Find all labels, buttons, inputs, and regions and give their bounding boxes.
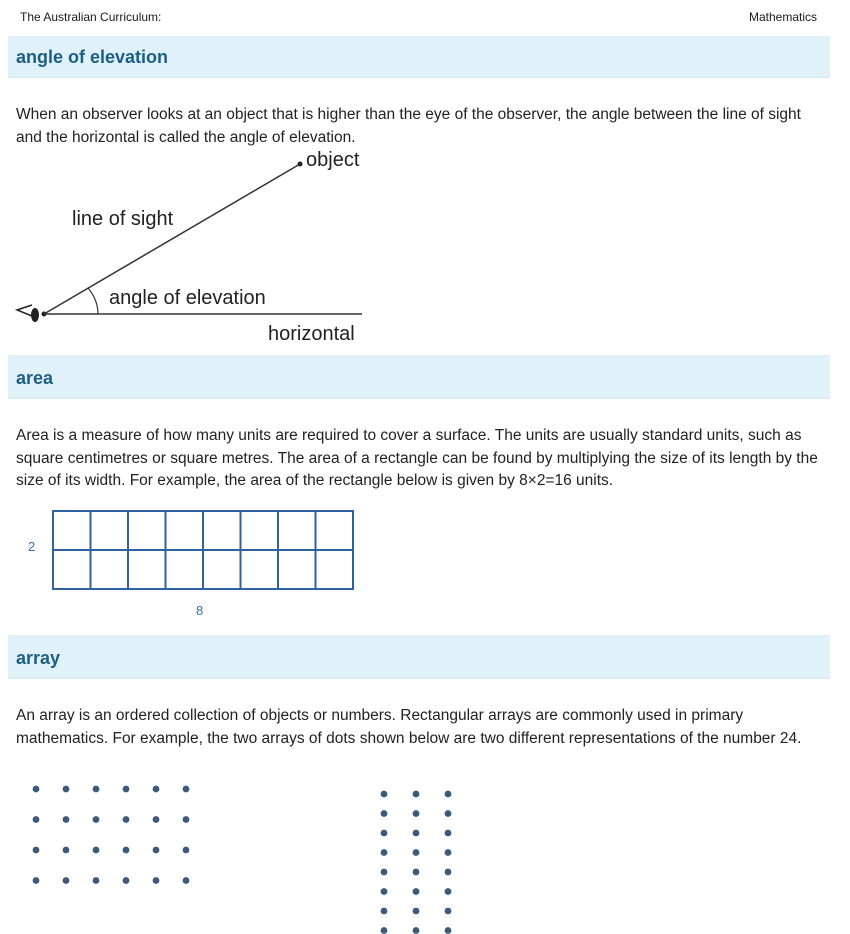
term-title: area xyxy=(16,368,54,388)
array-dot xyxy=(63,847,70,854)
array-dot xyxy=(153,877,160,884)
dot-arrays-diagram xyxy=(0,772,480,934)
array-dot xyxy=(381,830,388,837)
array-dot xyxy=(93,847,100,854)
array-dot xyxy=(153,847,160,854)
unit-square xyxy=(316,550,354,589)
unit-square xyxy=(203,550,241,589)
array-dot xyxy=(123,877,130,884)
object-label: object xyxy=(306,149,360,171)
array-dot xyxy=(33,786,40,793)
array-dot xyxy=(381,810,388,817)
array-dot xyxy=(445,830,452,837)
array-dot xyxy=(381,849,388,856)
term-heading-angle-of-elevation xyxy=(8,36,830,78)
array-dot xyxy=(413,927,420,934)
array-dot xyxy=(413,849,420,856)
unit-square xyxy=(128,511,166,550)
array-dot xyxy=(183,786,190,793)
term-heading-array xyxy=(8,635,830,679)
unit-square xyxy=(53,550,91,589)
unit-square xyxy=(241,511,279,550)
array-dot xyxy=(381,869,388,876)
unit-square xyxy=(91,511,129,550)
array-dot xyxy=(153,786,160,793)
array-dot xyxy=(33,877,40,884)
array-dot xyxy=(413,908,420,915)
array-dot xyxy=(63,786,70,793)
unit-square xyxy=(278,550,316,589)
array-dot xyxy=(445,908,452,915)
array-dot xyxy=(381,888,388,895)
angle-of-elevation-diagram xyxy=(0,148,380,348)
unit-square xyxy=(241,550,279,589)
definition-angle-of-elevation: When an observer looks at an object that is higher than the eye of the observer, the angle between the line of sight and the horizontal is called the angle of elevation. xyxy=(16,106,801,146)
array-dot xyxy=(381,908,388,915)
array-dot xyxy=(93,816,100,823)
array-dot xyxy=(413,791,420,798)
unit-square xyxy=(128,550,166,589)
array-dot xyxy=(33,847,40,854)
array-dot xyxy=(93,877,100,884)
horizontal-label: horizontal xyxy=(268,323,355,345)
dot-array-4x6 xyxy=(33,786,190,884)
unit-square xyxy=(316,511,354,550)
dot-array-8x3 xyxy=(381,791,452,934)
array-dot xyxy=(123,816,130,823)
array-dot xyxy=(445,849,452,856)
unit-square xyxy=(91,550,129,589)
term-heading-area xyxy=(8,355,830,399)
unit-square xyxy=(53,511,91,550)
unit-square xyxy=(203,511,241,550)
array-dot xyxy=(183,816,190,823)
angle-arc xyxy=(88,288,98,314)
array-dot xyxy=(413,888,420,895)
array-dot xyxy=(153,816,160,823)
array-dot xyxy=(381,927,388,934)
object-point xyxy=(298,162,303,167)
array-dot xyxy=(123,847,130,854)
angle-label: angle of elevation xyxy=(109,287,266,309)
array-dot xyxy=(445,927,452,934)
header-subject: Mathematics xyxy=(748,10,817,24)
array-dot xyxy=(413,869,420,876)
definition-area: Area is a measure of how many units are required to cover a surface. The units are usually standard units, such as square centimetres or square metres. The area of a rectangle can be found by multiplying the size of its length by the size of its width. For example, the area of the rectangle below is given by 8×2=16 units. xyxy=(16,427,818,489)
array-dot xyxy=(63,877,70,884)
area-rectangle-diagram xyxy=(0,500,380,625)
array-dot xyxy=(123,786,130,793)
eye-icon xyxy=(17,305,39,322)
array-dot xyxy=(381,791,388,798)
array-dot xyxy=(445,888,452,895)
term-title: angle of elevation xyxy=(16,47,169,67)
page-header xyxy=(20,10,817,26)
array-dot xyxy=(445,869,452,876)
array-dot xyxy=(413,810,420,817)
array-dot xyxy=(183,877,190,884)
unit-square xyxy=(166,511,204,550)
unit-square xyxy=(166,550,204,589)
length-label: 8 xyxy=(196,603,204,618)
width-label: 2 xyxy=(28,539,36,554)
array-dot xyxy=(445,791,452,798)
array-dot xyxy=(93,786,100,793)
array-dot xyxy=(413,830,420,837)
header-curriculum: The Australian Curriculum: xyxy=(20,10,162,24)
line-of-sight-label: line of sight xyxy=(72,208,174,230)
array-dot xyxy=(183,847,190,854)
array-dot xyxy=(445,810,452,817)
term-title: array xyxy=(16,648,61,668)
definition-array: An array is an ordered collection of objects or numbers. Rectangular arrays are commonly used in primary mathematics. For example, the two arrays of dots shown below are two different representations of the number 24. xyxy=(16,707,802,747)
unit-square xyxy=(278,511,316,550)
array-dot xyxy=(33,816,40,823)
array-dot xyxy=(63,816,70,823)
